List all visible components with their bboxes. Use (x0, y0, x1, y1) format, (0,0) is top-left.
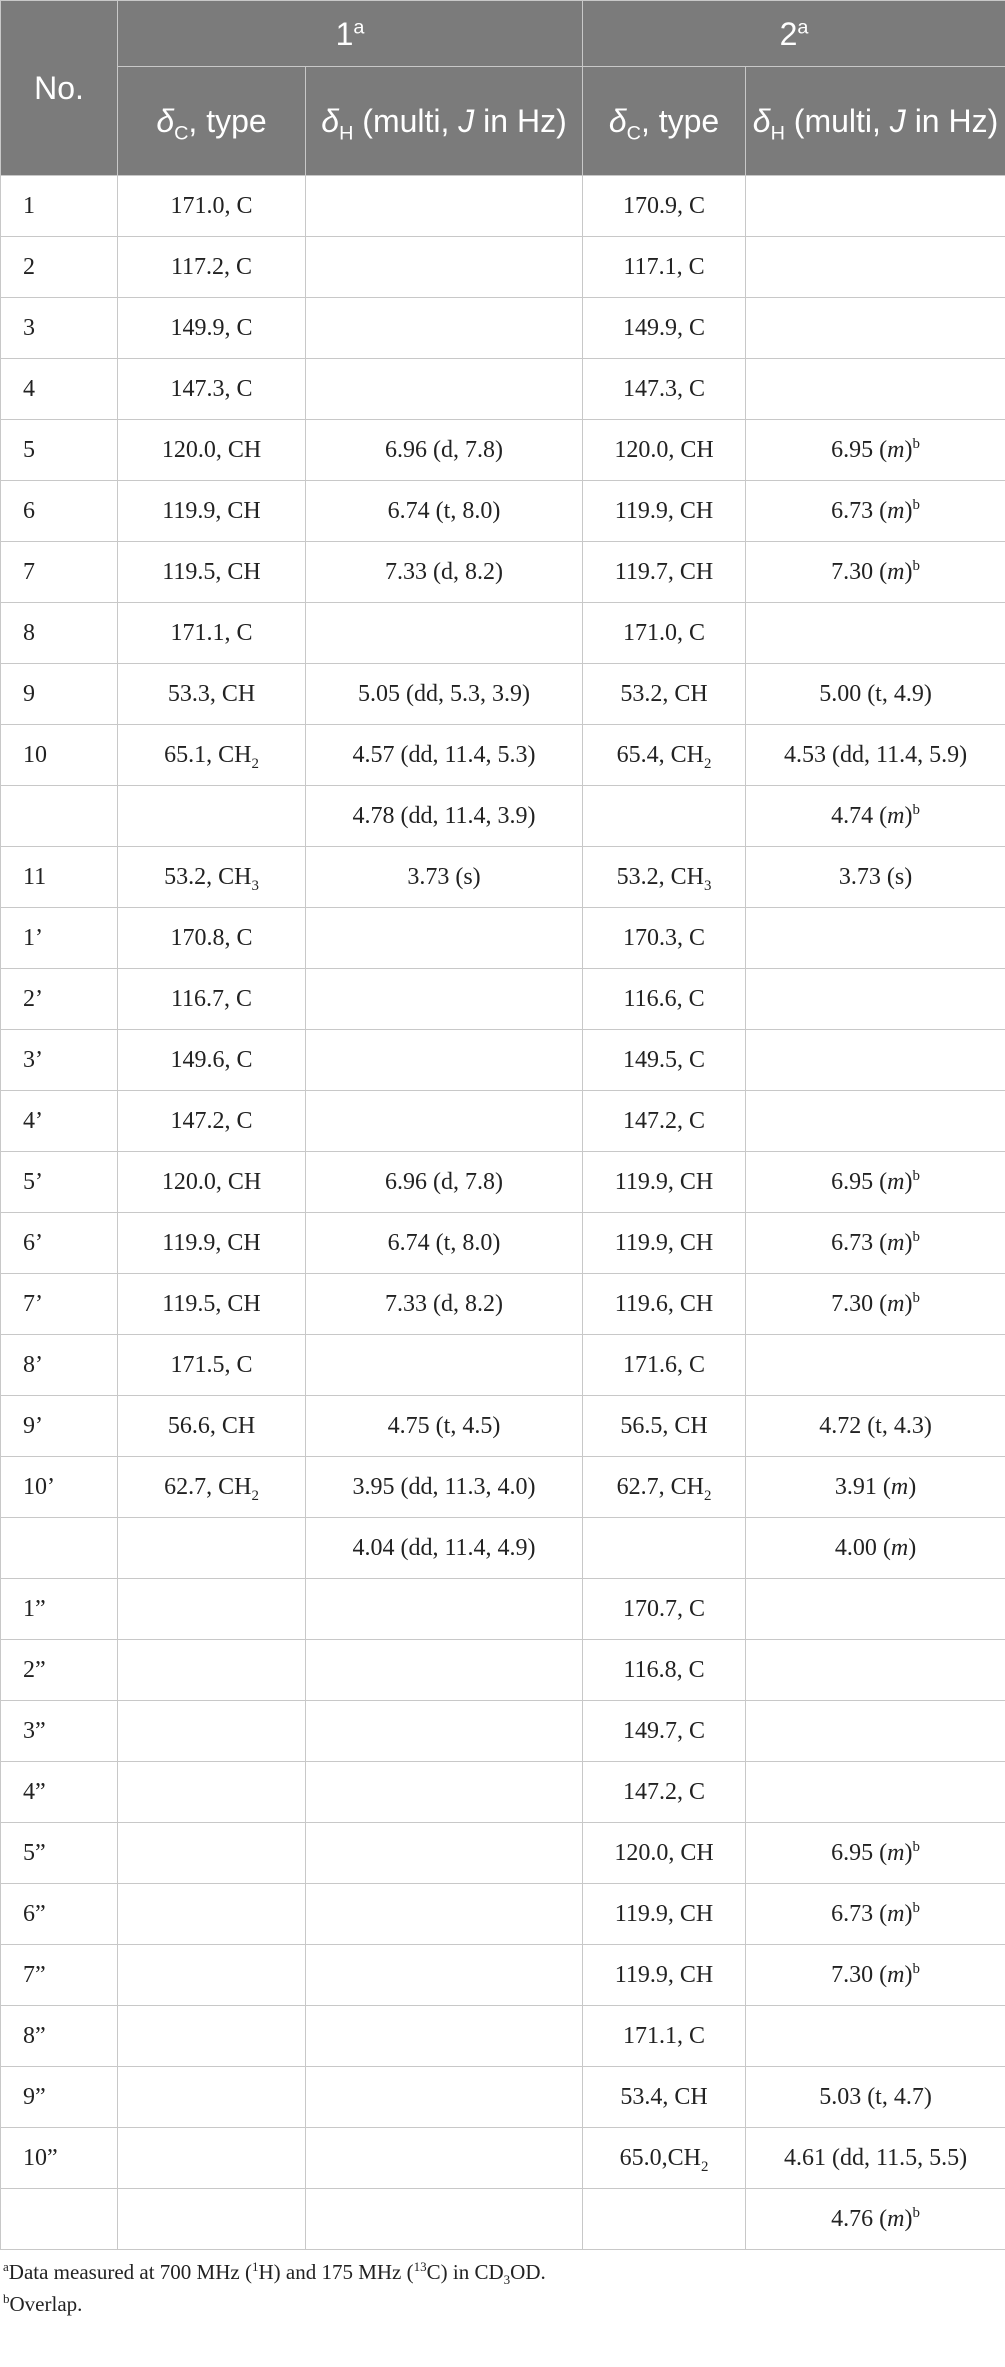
header-carbon-shift-1: $\delta_C$, type (118, 67, 306, 176)
cell-position: 1 (1, 176, 118, 237)
cell-proton-shift (306, 2006, 583, 2067)
cell-position: 7” (1, 1945, 118, 2006)
cell-carbon-shift: 119.9, CH (583, 1152, 746, 1213)
cell-carbon-shift: 62.7, $CH_2$ (583, 1457, 746, 1518)
cell-proton-shift (306, 908, 583, 969)
cell-position (1, 1518, 118, 1579)
cell-proton-shift (306, 1640, 583, 1701)
cell-proton-shift (746, 1701, 1005, 1762)
cell-position: 9’ (1, 1396, 118, 1457)
cell-carbon-shift: 53.2, CH (583, 664, 746, 725)
table-row (1, 1640, 1005, 1701)
cell-carbon-shift: 116.6, C (583, 969, 746, 1030)
cell-proton-shift: 7.30 $(m)^b$ (746, 542, 1005, 603)
cell-position: 7’ (1, 1274, 118, 1335)
cell-carbon-shift: 149.5, C (583, 1030, 746, 1091)
cell-position: 6’ (1, 1213, 118, 1274)
cell-proton-shift (306, 2067, 583, 2128)
table-row (1, 1396, 1005, 1457)
cell-carbon-shift: 170.3, C (583, 908, 746, 969)
table-row (1, 1823, 1005, 1884)
cell-proton-shift: 4.74 $(m)^b$ (746, 786, 1005, 847)
cell-proton-shift: 6.73 $(m)^b$ (746, 1884, 1005, 1945)
cell-position: 8 (1, 603, 118, 664)
cell-proton-shift (746, 298, 1005, 359)
header-proton-shift-2: $\delta_H$ (multi, J in Hz) (746, 67, 1005, 176)
cell-position: 5 (1, 420, 118, 481)
cell-position (1, 786, 118, 847)
cell-carbon-shift: 147.2, C (583, 1762, 746, 1823)
cell-proton-shift: 6.73 $(m)^b$ (746, 1213, 1005, 1274)
cell-proton-shift: 5.00 (t, 4.9) (746, 664, 1005, 725)
table-row (1, 298, 1005, 359)
cell-proton-shift (306, 1030, 583, 1091)
cell-carbon-shift: 119.6, CH (583, 1274, 746, 1335)
cell-proton-shift: 4.61 (dd, 11.5, 5.5) (746, 2128, 1005, 2189)
cell-carbon-shift: 120.0, CH (583, 420, 746, 481)
table-footnotes (0, 2256, 1005, 2320)
cell-proton-shift: 3.91 (m) (746, 1457, 1005, 1518)
cell-position: 6” (1, 1884, 118, 1945)
table-row (1, 847, 1005, 908)
footnote-a-text: Data measured at 700 MHz ($^1$H) and 175 MHz ($^{13}$C) in $CD_3OD$. (8, 2259, 546, 2288)
cell-carbon-shift: 53.4, CH (583, 2067, 746, 2128)
table-row (1, 1945, 1005, 2006)
cell-proton-shift: 3.73 (s) (306, 847, 583, 908)
table-row (1, 1274, 1005, 1335)
cell-carbon-shift: 171.1, C (583, 2006, 746, 2067)
compound-1-label: 1 (335, 15, 354, 52)
cell-carbon-shift: 62.7, $CH_2$ (118, 1457, 306, 1518)
cell-carbon-shift: 120.0, CH (583, 1823, 746, 1884)
cell-proton-shift: 4.57 (dd, 11.4, 5.3) (306, 725, 583, 786)
cell-proton-shift (746, 176, 1005, 237)
compound-2-footnote-mark: a (797, 15, 809, 38)
cell-carbon-shift (118, 1579, 306, 1640)
cell-proton-shift: 6.74 (t, 8.0) (306, 1213, 583, 1274)
cell-carbon-shift: 53.3, CH (118, 664, 306, 725)
cell-proton-shift: 4.76 $(m)^b$ (746, 2189, 1005, 2250)
cell-carbon-shift (118, 1701, 306, 1762)
cell-position: 2 (1, 237, 118, 298)
cell-carbon-shift (118, 2067, 306, 2128)
cell-carbon-shift: 171.6, C (583, 1335, 746, 1396)
cell-position: 4” (1, 1762, 118, 1823)
cell-proton-shift (746, 603, 1005, 664)
cell-carbon-shift: 119.5, CH (118, 1274, 306, 1335)
cell-position: 3’ (1, 1030, 118, 1091)
table-row (1, 1518, 1005, 1579)
cell-carbon-shift: 171.0, C (118, 176, 306, 237)
table-row (1, 481, 1005, 542)
cell-position: 5’ (1, 1152, 118, 1213)
cell-carbon-shift (118, 1762, 306, 1823)
cell-carbon-shift: 116.7, C (118, 969, 306, 1030)
cell-carbon-shift: 117.2, C (118, 237, 306, 298)
cell-proton-shift: 6.73 $(m)^b$ (746, 481, 1005, 542)
table-row (1, 420, 1005, 481)
cell-carbon-shift: 119.9, CH (583, 481, 746, 542)
cell-proton-shift: 6.95 $(m)^b$ (746, 1823, 1005, 1884)
cell-position: 11 (1, 847, 118, 908)
table-row (1, 176, 1005, 237)
table-row (1, 664, 1005, 725)
cell-carbon-shift: 56.5, CH (583, 1396, 746, 1457)
cell-proton-shift: 4.72 (t, 4.3) (746, 1396, 1005, 1457)
cell-carbon-shift (118, 1945, 306, 2006)
cell-proton-shift: 4.00 (m) (746, 1518, 1005, 1579)
cell-proton-shift: 5.03 (t, 4.7) (746, 2067, 1005, 2128)
cell-proton-shift: 6.96 (d, 7.8) (306, 420, 583, 481)
cell-carbon-shift: 119.5, CH (118, 542, 306, 603)
cell-proton-shift (306, 298, 583, 359)
cell-position: 3 (1, 298, 118, 359)
cell-proton-shift: 4.04 (dd, 11.4, 4.9) (306, 1518, 583, 1579)
cell-carbon-shift: 170.9, C (583, 176, 746, 237)
cell-proton-shift (306, 2128, 583, 2189)
cell-carbon-shift (118, 2006, 306, 2067)
cell-proton-shift: 7.30 $(m)^b$ (746, 1274, 1005, 1335)
cell-carbon-shift: 170.8, C (118, 908, 306, 969)
cell-carbon-shift: 171.5, C (118, 1335, 306, 1396)
cell-position (1, 2189, 118, 2250)
cell-proton-shift (306, 176, 583, 237)
table-row (1, 1884, 1005, 1945)
table-header (1, 1, 1005, 176)
compound-1-footnote-mark: a (353, 15, 365, 38)
cell-position: 3” (1, 1701, 118, 1762)
cell-position: 8’ (1, 1335, 118, 1396)
cell-position: 9” (1, 2067, 118, 2128)
table-row (1, 725, 1005, 786)
table-row (1, 2067, 1005, 2128)
table-row (1, 603, 1005, 664)
cell-carbon-shift (118, 1640, 306, 1701)
cell-carbon-shift: 119.9, CH (583, 1945, 746, 2006)
cell-proton-shift: 4.75 (t, 4.5) (306, 1396, 583, 1457)
table-row (1, 1335, 1005, 1396)
cell-carbon-shift: $65.0,CH_2$ (583, 2128, 746, 2189)
header-compound-2 (583, 1, 1005, 67)
cell-proton-shift (746, 1640, 1005, 1701)
cell-proton-shift (746, 1030, 1005, 1091)
table-row (1, 359, 1005, 420)
cell-proton-shift (306, 969, 583, 1030)
cell-proton-shift (306, 603, 583, 664)
cell-position: 8” (1, 2006, 118, 2067)
cell-carbon-shift (118, 1823, 306, 1884)
cell-proton-shift: 7.33 (d, 8.2) (306, 542, 583, 603)
cell-position: 10 (1, 725, 118, 786)
table-row (1, 542, 1005, 603)
cell-carbon-shift: 147.3, C (583, 359, 746, 420)
cell-proton-shift (306, 237, 583, 298)
cell-proton-shift (746, 1091, 1005, 1152)
cell-carbon-shift: 53.2, $CH_3$ (583, 847, 746, 908)
cell-proton-shift (306, 1091, 583, 1152)
table-row (1, 786, 1005, 847)
table-body (1, 176, 1005, 2250)
cell-position: 10” (1, 2128, 118, 2189)
cell-carbon-shift: 120.0, CH (118, 420, 306, 481)
cell-proton-shift: 7.30 $(m)^b$ (746, 1945, 1005, 2006)
cell-position: 4 (1, 359, 118, 420)
footnote-b: $^b$Overlap. (3, 2291, 83, 2316)
table-row (1, 1701, 1005, 1762)
table-row (1, 1762, 1005, 1823)
cell-carbon-shift: 149.9, C (118, 298, 306, 359)
cell-proton-shift (746, 359, 1005, 420)
cell-carbon-shift: 149.9, C (583, 298, 746, 359)
cell-position: 6 (1, 481, 118, 542)
cell-proton-shift: 3.73 (s) (746, 847, 1005, 908)
table-row (1, 1457, 1005, 1518)
cell-proton-shift: 7.33 (d, 8.2) (306, 1274, 583, 1335)
cell-proton-shift: 6.95 $(m)^b$ (746, 420, 1005, 481)
table-row (1, 1152, 1005, 1213)
table-row (1, 969, 1005, 1030)
cell-proton-shift (306, 1762, 583, 1823)
table-row (1, 1579, 1005, 1640)
cell-position: 5” (1, 1823, 118, 1884)
cell-position: 4’ (1, 1091, 118, 1152)
cell-position: 10’ (1, 1457, 118, 1518)
cell-proton-shift (746, 1762, 1005, 1823)
cell-proton-shift: 6.95 $(m)^b$ (746, 1152, 1005, 1213)
footnote-a: $^a$Data measured at 700 MHz ($^1$H) and 175 MHz ($^{13}$C) in $CD_3OD$. (3, 2259, 546, 2288)
table-row (1, 2189, 1005, 2250)
table-row (1, 2006, 1005, 2067)
header-no: No. (1, 1, 118, 176)
table-row (1, 1213, 1005, 1274)
cell-carbon-shift: 65.1, $CH_2$ (118, 725, 306, 786)
cell-position: 7 (1, 542, 118, 603)
cell-proton-shift (306, 1701, 583, 1762)
cell-proton-shift (306, 2189, 583, 2250)
header-compound-1 (118, 1, 583, 67)
cell-proton-shift: 4.78 (dd, 11.4, 3.9) (306, 786, 583, 847)
cell-proton-shift: 6.74 (t, 8.0) (306, 481, 583, 542)
cell-carbon-shift (583, 786, 746, 847)
cell-carbon-shift: 147.2, C (118, 1091, 306, 1152)
cell-proton-shift (746, 969, 1005, 1030)
cell-carbon-shift: 171.1, C (118, 603, 306, 664)
cell-carbon-shift (118, 1518, 306, 1579)
cell-position: 1’ (1, 908, 118, 969)
cell-carbon-shift: 147.2, C (583, 1091, 746, 1152)
cell-proton-shift (746, 1335, 1005, 1396)
cell-carbon-shift (118, 2189, 306, 2250)
table-row (1, 237, 1005, 298)
cell-proton-shift (746, 1579, 1005, 1640)
cell-position: 9 (1, 664, 118, 725)
cell-proton-shift (306, 1945, 583, 2006)
cell-proton-shift (746, 2006, 1005, 2067)
cell-proton-shift (306, 1884, 583, 1945)
cell-proton-shift: 4.53 (dd, 11.4, 5.9) (746, 725, 1005, 786)
cell-proton-shift (746, 908, 1005, 969)
cell-proton-shift: 6.96 (d, 7.8) (306, 1152, 583, 1213)
table-row (1, 2128, 1005, 2189)
cell-carbon-shift: 119.9, CH (118, 481, 306, 542)
cell-carbon-shift (583, 2189, 746, 2250)
cell-carbon-shift: 53.2, $CH_3$ (118, 847, 306, 908)
cell-carbon-shift (118, 1884, 306, 1945)
table-row (1, 1091, 1005, 1152)
cell-carbon-shift: 171.0, C (583, 603, 746, 664)
cell-position: 2’ (1, 969, 118, 1030)
cell-carbon-shift: 119.9, CH (583, 1884, 746, 1945)
cell-proton-shift (306, 359, 583, 420)
cell-proton-shift (306, 1579, 583, 1640)
cell-carbon-shift: 149.6, C (118, 1030, 306, 1091)
compound-2-label: 2 (779, 15, 798, 52)
cell-proton-shift (306, 1335, 583, 1396)
cell-carbon-shift: 119.7, CH (583, 542, 746, 603)
cell-proton-shift (306, 1823, 583, 1884)
cell-proton-shift: 3.95 (dd, 11.3, 4.0) (306, 1457, 583, 1518)
cell-position: 1” (1, 1579, 118, 1640)
table-row (1, 1030, 1005, 1091)
cell-carbon-shift: 119.9, CH (583, 1213, 746, 1274)
header-proton-shift-1: $\delta_H$ (multi, J in Hz) (306, 67, 583, 176)
cell-carbon-shift (583, 1518, 746, 1579)
cell-position: 2” (1, 1640, 118, 1701)
cell-carbon-shift (118, 2128, 306, 2189)
cell-carbon-shift: 65.4, $CH_2$ (583, 725, 746, 786)
cell-proton-shift: 5.05 (dd, 5.3, 3.9) (306, 664, 583, 725)
cell-proton-shift (746, 237, 1005, 298)
header-carbon-shift-2: $\delta_C$, type (583, 67, 746, 176)
cell-carbon-shift: 147.3, C (118, 359, 306, 420)
cell-carbon-shift: 116.8, C (583, 1640, 746, 1701)
cell-carbon-shift: 120.0, CH (118, 1152, 306, 1213)
cell-carbon-shift: 170.7, C (583, 1579, 746, 1640)
cell-carbon-shift (118, 786, 306, 847)
table-row (1, 908, 1005, 969)
cell-carbon-shift: 56.6, CH (118, 1396, 306, 1457)
cell-carbon-shift: 119.9, CH (118, 1213, 306, 1274)
cell-carbon-shift: 117.1, C (583, 237, 746, 298)
cell-carbon-shift: 149.7, C (583, 1701, 746, 1762)
